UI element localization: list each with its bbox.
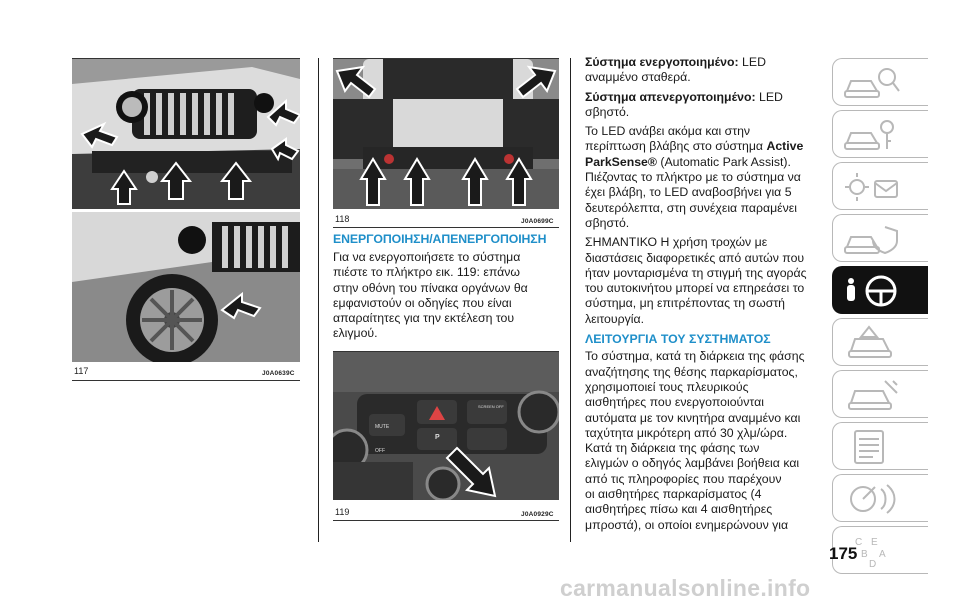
activation-paragraph xyxy=(333,250,561,342)
text-line: από τις πληροφορίες που παρέχουν xyxy=(585,471,782,486)
text-line: αισθητήρες που ενεργοποιούνται xyxy=(585,395,764,410)
text-line: οι αισθητήρες παρκαρίσματος (4 xyxy=(585,487,762,502)
text-line: Κατά τη διάρκεια της φάσης των xyxy=(585,441,760,456)
text-line: σβηστό. xyxy=(585,104,630,119)
chapter-tab-car-safety[interactable] xyxy=(832,214,928,262)
car-info-icon xyxy=(841,63,903,103)
text-line: ταχύτητα μικρότερη από 30 χλμ/ώρα. xyxy=(585,425,788,440)
page-number: 175 xyxy=(829,544,858,563)
text-line: Πιέζοντας το πλήκτρο με το σύστημα να xyxy=(585,170,801,185)
text-line xyxy=(585,155,825,170)
text-line: αισθητήρες πίσω και 4 αισθητήρες xyxy=(585,502,773,517)
system-off-label: Σύστημα απενεργοποιημένο: xyxy=(585,89,756,104)
text-fragment: (Automatic Park Assist). xyxy=(656,154,791,169)
figure-119-code-text: J0A0929C xyxy=(521,511,554,518)
svg-text:A: A xyxy=(879,549,886,560)
figure-117-photo-front xyxy=(72,59,300,209)
figure-117-bottom-rule xyxy=(72,380,300,381)
svg-text:E: E xyxy=(871,537,878,548)
text-line: σβηστό. xyxy=(585,215,630,230)
car-emergency-icon xyxy=(841,323,903,363)
figure-117-code-text: J0A0639C xyxy=(262,370,295,377)
text-line: μπροστά), οι οποίοι ενημερώνουν για xyxy=(585,517,789,532)
car-key-icon xyxy=(841,115,903,155)
text-line: διαστάσεις διαφορετικές από αυτών που xyxy=(585,250,805,265)
text-line: δευτερόλεπτα, στη συνέχεια παραμένει xyxy=(585,200,798,215)
text-line: στην οθόνη του πίνακα οργάνων θα xyxy=(333,280,528,295)
svg-text:D: D xyxy=(869,559,877,570)
text-line: χρησιμοποιεί τους πλευρικούς xyxy=(585,379,749,394)
chapter-tab-car-key[interactable] xyxy=(832,110,928,158)
svg-text:B: B xyxy=(861,549,868,560)
parksense-label: ParkSense® xyxy=(585,154,657,169)
svg-text:C: C xyxy=(855,537,863,548)
text-line: αναμμένο σταθερά. xyxy=(585,70,691,85)
text-line: εμφανιστούν οι οδηγίες που είναι xyxy=(333,295,512,310)
park-assist-button-label: P xyxy=(435,434,440,441)
steering-wheel-icon xyxy=(841,271,903,311)
figure-119-number: 119 xyxy=(335,507,350,517)
text-line: Το LED ανάβει ακόμα και στην xyxy=(585,124,751,139)
screen-off-label: SCREEN OFF xyxy=(478,404,504,409)
text-line xyxy=(585,55,825,70)
system-on-label: Σύστημα ενεργοποιημένο: xyxy=(585,55,739,69)
figure-118-code-text: J0A0699C xyxy=(521,218,554,225)
chapter-tab-technical-data[interactable] xyxy=(832,422,928,470)
text-line xyxy=(585,90,825,105)
car-safety-icon xyxy=(841,219,903,259)
text-line: αναζήτησης της θέσης παρκαρίσματος, xyxy=(585,364,798,379)
text-fragment: περίπτωση βλάβης στο σύστημα xyxy=(585,139,767,154)
figure-117-code xyxy=(262,367,295,377)
text-line: σύστημα, μη επιτρέποντας τη σωστή xyxy=(585,296,786,311)
right-column-text xyxy=(585,55,825,533)
text-line: απαραίτητες για την εκτέλεση του xyxy=(333,311,515,326)
figure-118-number: 118 xyxy=(335,214,350,224)
text-line: Το σύστημα, κατά τη διάρκεια της φάσης xyxy=(585,349,805,364)
chapter-tabs xyxy=(828,58,936,578)
column-divider-right xyxy=(570,58,571,542)
figure-118-photo-rear xyxy=(333,59,559,209)
chapter-tab-multimedia[interactable] xyxy=(832,474,928,522)
text-line: αυτόματα με τον κινητήρα αναμμένο και xyxy=(585,410,801,425)
text-line: λειτουργία. xyxy=(585,311,645,326)
figure-119-code xyxy=(521,508,554,518)
technical-data-icon xyxy=(841,427,903,467)
figure-118-bottom-rule xyxy=(333,227,559,228)
chapter-tab-starting-driving[interactable] xyxy=(832,266,928,314)
text-line: του αυτοκινήτου μπορεί να επηρεάσει το xyxy=(585,281,805,296)
text-line: ΣΗΜΑΝΤΙΚΟ Η χρήση τροχών με xyxy=(585,235,768,250)
text-line: ελιγμού. xyxy=(333,326,378,341)
watermark-text: carmanualsonline.info xyxy=(560,575,811,601)
text-line: ελιγμών ο οδηγός λαμβάνει βοήθεια και xyxy=(585,456,800,471)
section-heading-operation: ΛΕΙΤΟΥΡΓΙΑ ΤΟΥ ΣΥΣΤΗΜΑΤΟΣ xyxy=(585,332,771,347)
figure-118-code xyxy=(521,215,554,225)
multimedia-icon xyxy=(841,479,903,519)
warning-lights-icon xyxy=(841,167,903,207)
text-line xyxy=(585,139,825,154)
text-line: Για να ενεργοποιήσετε το σύστημα xyxy=(333,250,521,264)
chapter-tab-car-info[interactable] xyxy=(832,58,928,106)
figure-117-photo-side xyxy=(72,212,300,362)
figure-119-photo-dashboard xyxy=(333,352,559,500)
chapter-tab-warning-lights[interactable] xyxy=(832,162,928,210)
section-heading-activation: ΕΝΕΡΓΟΠΟΙΗΣΗ/ΑΠΕΝΕΡΓΟΠΟΙΗΣΗ xyxy=(333,232,547,246)
text-line: πιέστε το πλήκτρο εικ. 119: επάνω xyxy=(333,265,520,280)
text-line: ήταν μονταρισμένα τη στιγμή της αγοράς xyxy=(585,265,807,280)
text-fragment: LED xyxy=(755,89,783,104)
off-button-label: OFF xyxy=(375,448,385,454)
figure-117-number: 117 xyxy=(74,366,89,376)
mute-button-label: MUTE xyxy=(375,424,390,430)
chapter-tab-servicing[interactable] xyxy=(832,370,928,418)
active-label: Active xyxy=(766,139,804,154)
car-service-icon xyxy=(841,375,903,415)
figure-119-bottom-rule xyxy=(333,520,559,521)
chapter-tab-emergency[interactable] xyxy=(832,318,928,366)
text-fragment: LED xyxy=(738,55,766,69)
text-line: έχει βλάβη, το LED αναβοσβήνει για 5 xyxy=(585,185,792,200)
column-divider-left xyxy=(318,58,319,542)
